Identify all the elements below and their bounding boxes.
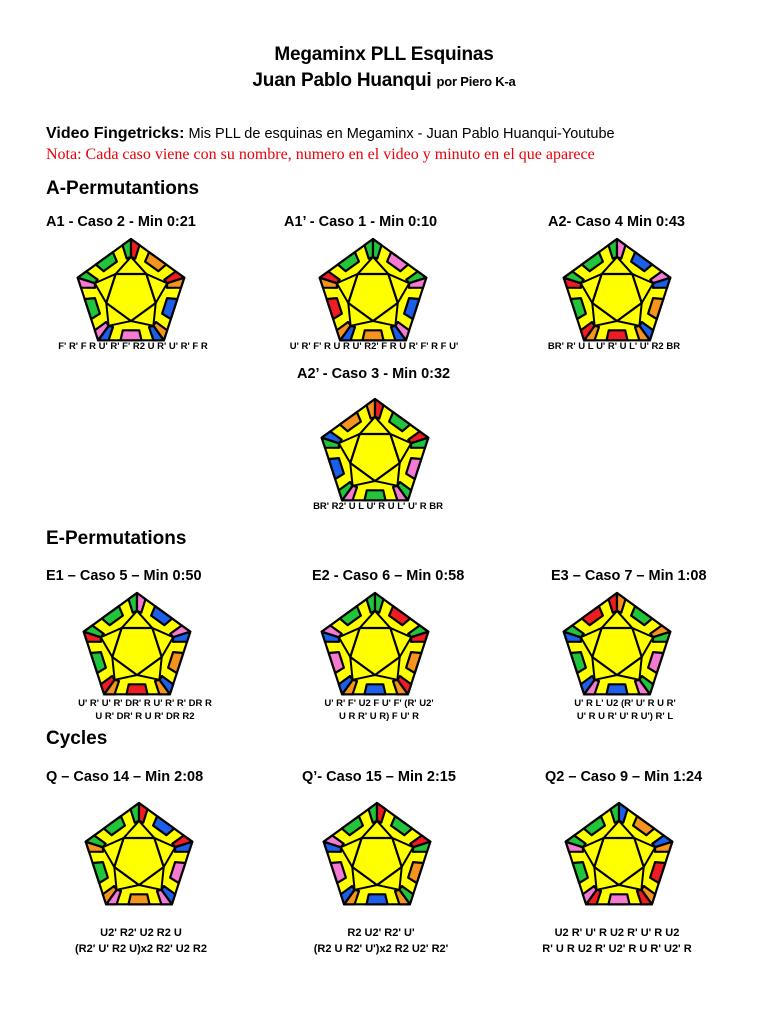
author-credit: por Piero K-a	[436, 74, 516, 89]
algorithm-line-1: U' R' U' R' DR' R U' R' R' DR R	[78, 698, 212, 709]
note-text: Nota: Cada caso viene con su nombre, numero en el video y minuto en el que aparece	[46, 146, 595, 163]
edge-sticker	[127, 684, 148, 694]
megaminx-diagram	[80, 800, 198, 910]
algorithm-text: BR' R' U L U' R' U L' U' R2 BR	[547, 341, 681, 352]
algorithm-line-1: U' R L' U2 (R' U' R U R'	[574, 698, 676, 709]
edge-sticker	[363, 330, 384, 340]
case-title: Q’- Caso 15 – Min 2:15	[302, 769, 456, 785]
algorithm-text	[36, 925, 246, 957]
algorithm-line-2: U R' DR' R U R' DR R2	[95, 711, 195, 722]
algorithm-line-2: (R2' U' R2 U)x2 R2' U2 R2	[75, 943, 207, 955]
algorithm-line-1: U' R' F' U2 F U' F' (R' U2'	[324, 698, 434, 709]
algorithm-text: U' R' F' R U R U' R2' F R U R' F' R F U'	[289, 341, 459, 352]
algorithm-text	[540, 697, 710, 723]
section-a-permutations: A-Permutantions	[46, 178, 200, 199]
case-title: Q – Caso 14 – Min 2:08	[46, 769, 204, 785]
algorithm-line-1: U2 R' U' R U2 R' U' R U2	[554, 927, 680, 939]
edge-sticker	[129, 894, 150, 904]
megaminx-diagram	[558, 590, 676, 700]
section-e-permutations: E-Permutations	[46, 528, 187, 549]
case-title: A1 - Caso 2 - Min 0:21	[46, 214, 196, 230]
video-text: Mis PLL de esquinas en Megaminx - Juan Pablo Huanqui-Youtube	[188, 126, 615, 142]
megaminx-diagram	[72, 236, 190, 346]
algorithm-text	[60, 697, 230, 723]
megaminx-diagram	[78, 590, 196, 700]
megaminx-diagram	[316, 590, 434, 700]
megaminx-diagram	[314, 236, 432, 346]
section-cycles: Cycles	[46, 728, 108, 749]
edge-sticker	[367, 894, 388, 904]
edge-sticker	[121, 330, 142, 340]
algorithm-line-1: R2 U2' R2' U'	[347, 927, 415, 939]
case-title: E2 - Caso 6 – Min 0:58	[312, 568, 465, 584]
algorithm-line-2: U R R' U R) F U' R	[339, 711, 419, 722]
algorithm-line-2: (R2 U R2' U')x2 R2 U2' R2'	[313, 943, 449, 955]
case-title: Q2 – Caso 9 – Min 1:24	[545, 769, 703, 785]
video-label: Video Fingetricks:	[46, 125, 185, 142]
megaminx-diagram	[558, 236, 676, 346]
video-reference	[46, 125, 615, 143]
case-title: A2- Caso 4 Min 0:43	[548, 214, 685, 230]
megaminx-diagram	[560, 800, 678, 910]
algorithm-text	[294, 697, 464, 723]
page-title: Megaminx PLL Esquinas	[274, 44, 494, 65]
edge-sticker	[609, 894, 630, 904]
case-title: E1 – Caso 5 – Min 0:50	[46, 568, 202, 584]
edge-sticker	[607, 330, 628, 340]
edge-sticker	[365, 684, 386, 694]
megaminx-diagram	[316, 396, 434, 506]
algorithm-text	[512, 925, 722, 957]
algorithm-text: BR' R2' U L U' R U L' U' R BR	[313, 501, 443, 512]
algorithm-text	[276, 925, 486, 957]
algorithm-text: F' R' F R U' R' F' R2 U R' U' R' F R	[58, 341, 208, 352]
megaminx-diagram	[318, 800, 436, 910]
algorithm-line-1: U2' R2' U2 R2 U	[100, 927, 182, 939]
edge-sticker	[607, 684, 628, 694]
case-title: A1’ - Caso 1 - Min 0:10	[284, 214, 438, 230]
page-subtitle: Juan Pablo Huanqui por Piero K-a	[252, 70, 516, 91]
algorithm-line-2: R' U R U2 R' U2' R U R' U2' R	[542, 943, 692, 955]
algorithm-line-2: U' R U R' U' R U') R' L	[576, 711, 674, 722]
case-title: E3 – Caso 7 – Min 1:08	[551, 568, 707, 584]
edge-sticker	[365, 490, 386, 500]
case-title: A2’ - Caso 3 - Min 0:32	[297, 366, 451, 382]
